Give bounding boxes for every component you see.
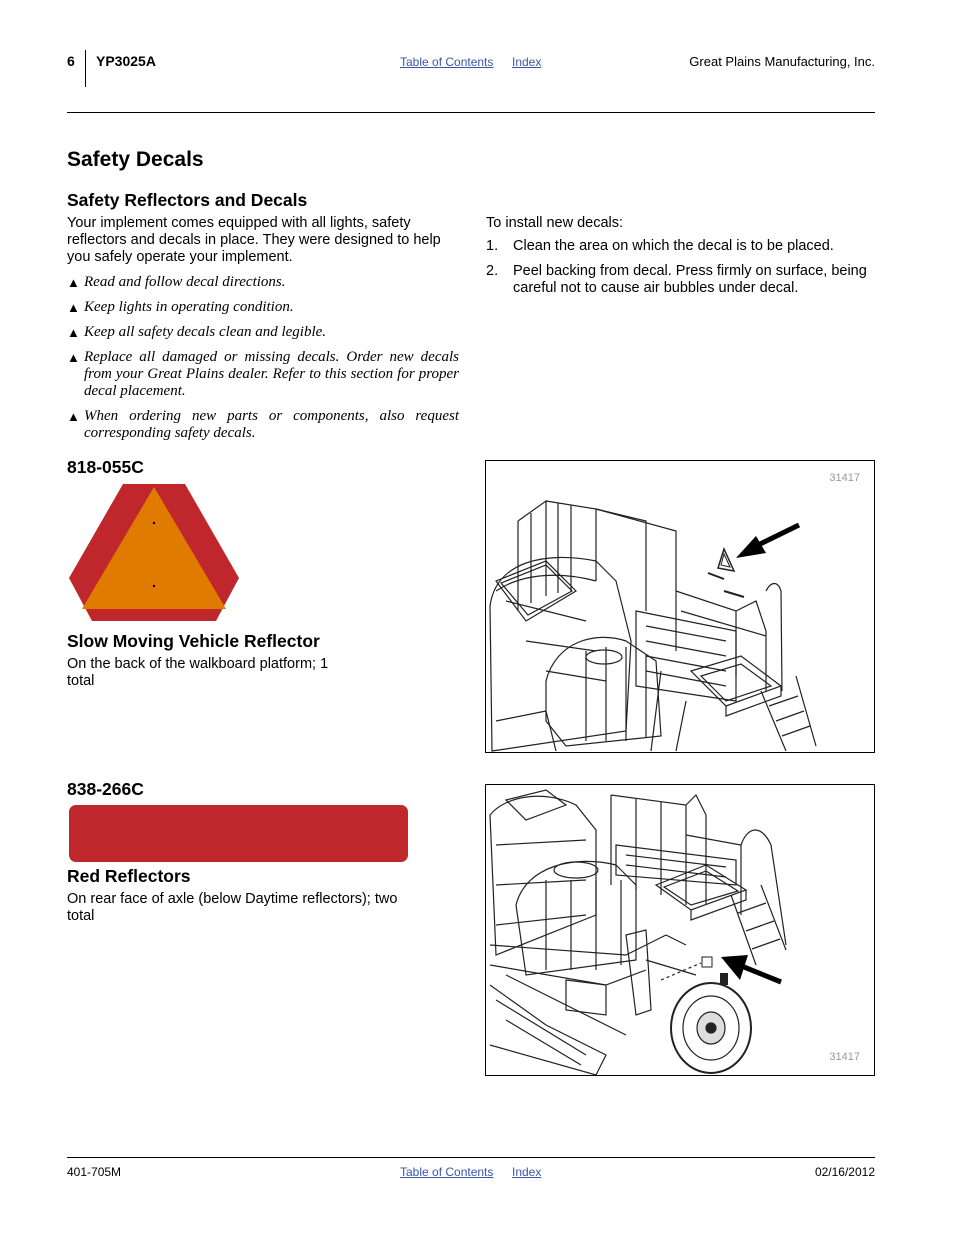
footer-doc-code: 401-705M <box>67 1165 122 1179</box>
bullet-text: Keep all safety decals clean and legible. <box>84 324 327 340</box>
install-intro: To install new decals: <box>486 215 624 231</box>
safety-bullet <box>67 324 459 341</box>
red-reflector-image <box>69 805 408 862</box>
page-number: 6 <box>67 53 75 69</box>
step-text: Peel backing from decal. Press firmly on surface, being careful not to cause air bubbles under decal. <box>513 263 867 296</box>
document-id: YP3025A <box>96 53 156 69</box>
walkboard-platform-figure <box>485 460 875 753</box>
header-index-link[interactable]: Index <box>512 55 542 69</box>
footer-rule <box>67 1157 875 1158</box>
header-rule <box>67 112 875 113</box>
triangle-bullet-icon: ▲ <box>67 350 80 365</box>
safety-bullet <box>67 274 459 291</box>
footer-date: 02/16/2012 <box>814 1165 875 1179</box>
intro-paragraph: Your implement comes equipped with all lights, safety reflectors and decals in place. They were designed to help you safely operate your implement. <box>67 215 441 265</box>
company-name: Great Plains Manufacturing, Inc. <box>689 54 875 69</box>
header-divider <box>85 50 86 87</box>
machine-illustration <box>486 461 875 753</box>
bullet-text: When ordering new parts or components, also request corresponding safety decals. <box>84 408 459 441</box>
safety-bullet <box>67 299 459 316</box>
callout-arrow-icon <box>736 525 799 558</box>
triangle-bullet-icon: ▲ <box>67 275 80 290</box>
decal-name: Slow Moving Vehicle Reflector <box>67 631 320 651</box>
triangle-bullet-icon: ▲ <box>67 300 80 315</box>
bullet-text: Keep lights in operating condition. <box>84 299 294 315</box>
decal-part-number: 818-055C <box>67 457 144 477</box>
page-title: Safety Decals <box>67 148 204 171</box>
figure-id: 31417 <box>829 1051 860 1063</box>
decal-location: On rear face of axle (below Daytime reflectors); two total <box>67 891 398 924</box>
bullet-text: Replace all damaged or missing decals. Order new decals from your Great Plains dealer. Refer to this section for proper decal placement. <box>84 349 459 399</box>
triangle-bullet-icon: ▲ <box>67 409 80 424</box>
decal-part-number: 838-266C <box>67 779 144 799</box>
smv-reflector-image <box>68 483 240 625</box>
step-text: Clean the area on which the decal is to be placed. <box>513 238 834 254</box>
callout-arrow-icon <box>721 955 781 982</box>
section-subtitle: Safety Reflectors and Decals <box>67 190 308 210</box>
footer-index-link[interactable]: Index <box>512 1165 542 1179</box>
install-step <box>486 263 876 297</box>
safety-bullet <box>67 408 459 442</box>
triangle-bullet-icon: ▲ <box>67 325 80 340</box>
install-step <box>486 238 876 255</box>
decal-name: Red Reflectors <box>67 866 191 886</box>
install-steps <box>486 238 876 305</box>
page-header <box>0 0 954 115</box>
decal-location: On the back of the walkboard platform; 1 total <box>67 656 329 689</box>
figure-id: 31417 <box>829 472 860 484</box>
machine-illustration <box>486 785 875 1076</box>
axle-reflector-figure <box>485 784 875 1076</box>
safety-bullet <box>67 349 459 400</box>
bullet-text: Read and follow decal directions. <box>84 274 286 290</box>
header-toc-link[interactable]: Table of Contents <box>400 55 494 69</box>
step-number: 1. <box>486 238 499 254</box>
footer-toc-link[interactable]: Table of Contents <box>400 1165 494 1179</box>
step-number: 2. <box>486 263 499 279</box>
